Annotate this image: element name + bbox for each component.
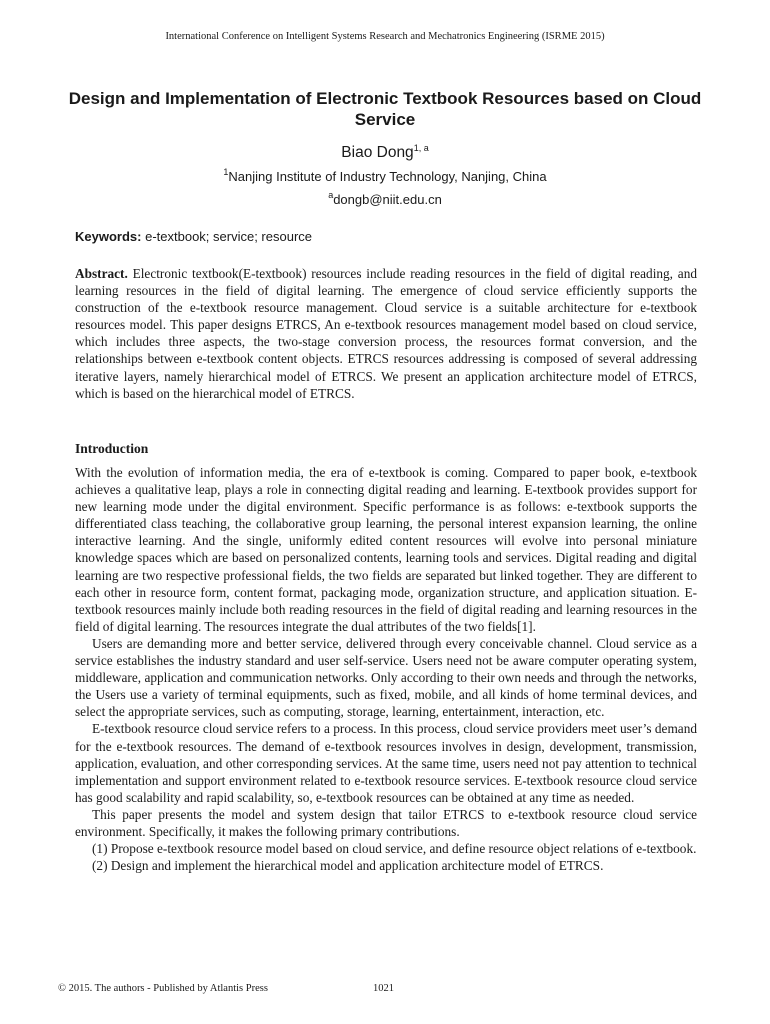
paragraph: With the evolution of information media, the era of e-textbook is coming. Compared to paper book, e-textbook achieves a qualitative leap, plays a role in connecting digital reading and learning. E-textbook provides support for new learning mode under the digital environment. Specific performance is as follows: e-textbook supports the differentiated class teaching, the collaborative group learning, the personal interest expansion learning, the online interactive learning. And the single, uniformly edited content resources will evolve into personal miniature knowledge spaces which are based on personalized contents, learning tools and services. Digital reading and digital learning are two respective professional fields, the two fields are separated but linked together. They are different to each other in resource form, content format, packaging mode, organization structure, and application situation. E-textbook resources mainly include both reading resources in the field of digital reading and learning resources in the field of digital learning. The resources integrate the dual attributes of the two fields[1].	[75, 465, 697, 634]
paragraph: This paper presents the model and system design that tailor ETRCS to e-textbook resource cloud service environment. Specifically, it makes the following primary contributions.	[75, 806, 697, 839]
affiliation: Nanjing Institute of Industry Technology, Nanjing, China	[228, 169, 547, 184]
keywords-label: Keywords:	[75, 229, 142, 244]
author-name: Biao Dong	[341, 144, 414, 161]
email-line	[0, 190, 770, 207]
affiliation-superscript: 1	[223, 167, 229, 177]
paragraph: E-textbook resource cloud service refers to a process. In this process, cloud service providers meet user’s demand for the e-textbook resources. The demand of e-textbook resources involves in design, development, transmission, application, evaluation, and other corresponding services. At the same time, users need not pay attention to technical implementation and support environment related to e-textbook resource services. E-textbook resource cloud service has good scalability and rapid scalability, so, e-textbook resources can be obtained at any time as needed.	[75, 721, 697, 805]
conference-header: International Conference on Intelligent Systems Research and Mechatronics Engineering (ISRME 2015)	[165, 31, 605, 42]
contribution-item: (2) Design and implement the hierarchical model and application architecture model of ETRCS.	[92, 858, 604, 874]
contribution-item: (1) Propose e-textbook resource model based on cloud service, and define resource object relations of e-textbook.	[92, 841, 697, 857]
footer-copyright: © 2015. The authors - Published by Atlantis Press	[58, 983, 268, 994]
keywords-line	[75, 229, 312, 244]
affiliation-line	[0, 167, 770, 184]
keywords: e-textbook; service; resource	[145, 229, 312, 244]
email-superscript: a	[328, 190, 334, 200]
abstract-text: Electronic textbook(E-textbook) resources include reading resources in the field of digital reading, and learning resources in the field of digital learning. The emergence of cloud service efficiently supports the construction of the e-textbook resource management. Cloud service is a suitable architecture for e-textbook resources model. This paper designs ETRCS, An e-textbook resources management model based on cloud service, which includes three aspects, the two-stage conversion process, the resources format conversion, and the relationships between e-textbook content objects. ETRCS resources addressing is composed of several addressing iterative layers, namely hierarchical model of ETRCS. We present an application architecture model of ETRCS, which is based on the hierarchical model of ETRCS.	[75, 266, 697, 401]
abstract	[75, 265, 697, 402]
paragraph: Users are demanding more and better service, delivered through every conceivable channel. Cloud service as a service establishes the industry standard and user self-service. Users need not be aware computer operating system, middleware, application and communication networks. Only according to their own needs and through the networks, the Users use a variety of terminal equipments, such as fixed, mobile, and all kinds of home terminal devices, and select the appropriate services, such as computing, storage, learning, entertainment, interaction, etc.	[75, 635, 697, 720]
page-number: 1021	[373, 983, 394, 994]
author-superscript: 1, a	[413, 143, 429, 153]
email: dongb@niit.edu.cn	[333, 192, 442, 207]
introduction-body	[75, 464, 697, 874]
abstract-label: Abstract.	[75, 266, 128, 281]
paper-title: Design and Implementation of Electronic Textbook Resources based on Cloud Service	[68, 89, 702, 129]
author-line	[0, 143, 770, 162]
introduction-heading: Introduction	[75, 441, 149, 456]
